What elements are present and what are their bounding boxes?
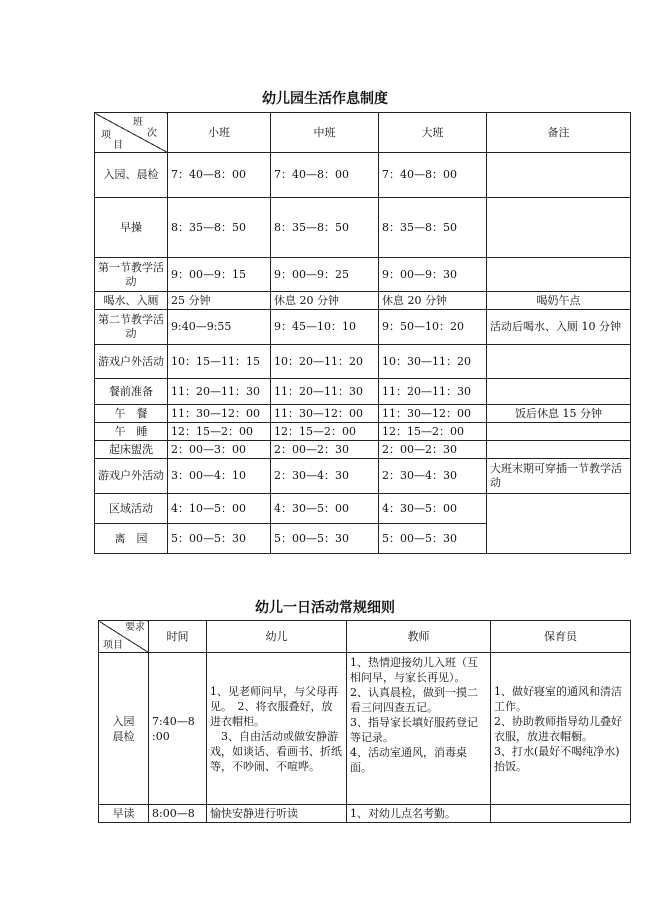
- time-middle: 8：35—8：50: [271, 198, 379, 258]
- column-header: 备注: [487, 113, 631, 153]
- time-small: 11：30—12：00: [168, 405, 271, 423]
- row-item: 早操: [95, 198, 168, 258]
- time-small: 10：15—11：15: [168, 345, 271, 379]
- column-header: 幼儿: [207, 621, 347, 653]
- row-time: 7:40—8 :00: [149, 653, 207, 805]
- note: [487, 258, 631, 292]
- note: 活动后喝水、入厕 10 分钟: [487, 310, 631, 345]
- time-middle: 4：30—5：00: [271, 494, 379, 524]
- time-small: 4：10—5：00: [168, 494, 271, 524]
- schedule-row: [95, 379, 631, 405]
- time-middle: 10：20—11：20: [271, 345, 379, 379]
- schedule-row: [95, 494, 631, 524]
- time-middle: 9：00—9：25: [271, 258, 379, 292]
- time-small: 9：00—9：15: [168, 258, 271, 292]
- schedule-title: 幼儿园生活作息制度: [262, 91, 388, 107]
- row-time: 8:00—8: [149, 805, 207, 823]
- nurse-requirements: [491, 805, 631, 823]
- time-middle: 12：15—2：00: [271, 423, 379, 441]
- time-middle: 2：00—2：30: [271, 441, 379, 459]
- routine-row: [99, 653, 631, 805]
- time-middle: 休息 20 分钟: [271, 292, 379, 310]
- routine-title: 幼儿一日活动常规细则: [255, 600, 395, 616]
- row-item: 入园 晨检: [99, 653, 149, 805]
- note: 喝奶午点: [487, 292, 631, 310]
- child-requirements: 1、见老师问早，与父母再见。 2、将衣服叠好，放进衣帽柜。 3、自由活动或做安静游戏，如谈话、看画书、折纸等，不吵闹、不喧哗。: [207, 653, 347, 805]
- row-item: 第一节教学活动: [95, 258, 168, 292]
- time-small: 7：40—8：00: [168, 153, 271, 198]
- routine-table: [98, 620, 631, 823]
- nurse-requirements: 1、做好寝室的通风和清洁工作。 2、协助教师指导幼儿叠好衣服，放进衣帽橱。 3、打水(最好不喝纯净水)抬饭。: [491, 653, 631, 805]
- row-item: 区域活动: [95, 494, 168, 524]
- column-header: 教师: [347, 621, 491, 653]
- note: [487, 379, 631, 405]
- time-large: 休息 20 分钟: [379, 292, 487, 310]
- row-item: 起床盥洗: [95, 441, 168, 459]
- row-item: 喝水、入厕: [95, 292, 168, 310]
- time-small: 3：00—4：10: [168, 459, 271, 494]
- schedule-header-row: [95, 113, 631, 153]
- note: 大班末期可穿插一节教学活动: [487, 459, 631, 494]
- schedule-row: [95, 405, 631, 423]
- column-header: 时间: [149, 621, 207, 653]
- schedule-row: [95, 459, 631, 494]
- time-small: 2：00—3：00: [168, 441, 271, 459]
- row-item: 游戏户外活动: [95, 459, 168, 494]
- note: 饭后休息 15 分钟: [487, 405, 631, 423]
- time-middle: 5：00—5：30: [271, 524, 379, 554]
- time-large: 2：00—2：30: [379, 441, 487, 459]
- row-item: 第二节教学活动: [95, 310, 168, 345]
- time-large: 11：30—12：00: [379, 405, 487, 423]
- time-large: 12：15—2：00: [379, 423, 487, 441]
- time-large: 4：30—5：00: [379, 494, 487, 524]
- schedule-table: [94, 112, 631, 554]
- note: [487, 441, 631, 459]
- schedule-row: [95, 310, 631, 345]
- routine-header-row: [99, 621, 631, 653]
- time-middle: 11：20—11：30: [271, 379, 379, 405]
- time-large: 5：00—5：30: [379, 524, 487, 554]
- column-header: 大班: [379, 113, 487, 153]
- schedule-row: [95, 258, 631, 292]
- note: [487, 198, 631, 258]
- routine-row: [99, 805, 631, 823]
- schedule-corner-cell: 班 次 项 目: [95, 113, 168, 153]
- time-large: 10：30—11：20: [379, 345, 487, 379]
- time-large: 8：35—8：50: [379, 198, 487, 258]
- schedule-row: [95, 441, 631, 459]
- time-small: 25 分钟: [168, 292, 271, 310]
- row-item: 午 睡: [95, 423, 168, 441]
- schedule-row: [95, 292, 631, 310]
- time-small: 8：35—8：50: [168, 198, 271, 258]
- time-middle: 7：40—8：00: [271, 153, 379, 198]
- schedule-row: [95, 153, 631, 198]
- child-requirements: 愉快安静进行听读: [207, 805, 347, 823]
- row-item: 入园、晨检: [95, 153, 168, 198]
- column-header: 小班: [168, 113, 271, 153]
- note: [487, 423, 631, 441]
- note: [487, 153, 631, 198]
- row-item: 早读: [99, 805, 149, 823]
- column-header: 保育员: [491, 621, 631, 653]
- time-large: 9：50—10：20: [379, 310, 487, 345]
- time-small: 12：15—2：00: [168, 423, 271, 441]
- row-item: 午 餐: [95, 405, 168, 423]
- note: [487, 345, 631, 379]
- time-small: 9:40—9:55: [168, 310, 271, 345]
- routine-corner-cell: 要求 项目: [99, 621, 149, 653]
- teacher-requirements: 1、热情迎接幼儿入班（互相问早，与家长再见）。 2、认真晨检，做到一摸二看三问四查五记。 3、指导家长填好服药登记等记录。 4、活动室通风，消毒桌面。: [347, 653, 491, 805]
- time-large: 9：00—9：30: [379, 258, 487, 292]
- row-item: 餐前准备: [95, 379, 168, 405]
- teacher-requirements: 1、对幼儿点名考勤。: [347, 805, 491, 823]
- time-large: 2：30—4：30: [379, 459, 487, 494]
- time-middle: 9：45—10：10: [271, 310, 379, 345]
- time-small: 11：20—11：30: [168, 379, 271, 405]
- schedule-row: [95, 423, 631, 441]
- time-middle: 11：30—12：00: [271, 405, 379, 423]
- schedule-row: [95, 198, 631, 258]
- time-large: 11：20—11：30: [379, 379, 487, 405]
- schedule-row: [95, 345, 631, 379]
- row-item: 离 园: [95, 524, 168, 554]
- time-small: 5：00—5：30: [168, 524, 271, 554]
- time-middle: 2：30—4：30: [271, 459, 379, 494]
- time-large: 7：40—8：00: [379, 153, 487, 198]
- note: [487, 494, 631, 554]
- column-header: 中班: [271, 113, 379, 153]
- row-item: 游戏户外活动: [95, 345, 168, 379]
